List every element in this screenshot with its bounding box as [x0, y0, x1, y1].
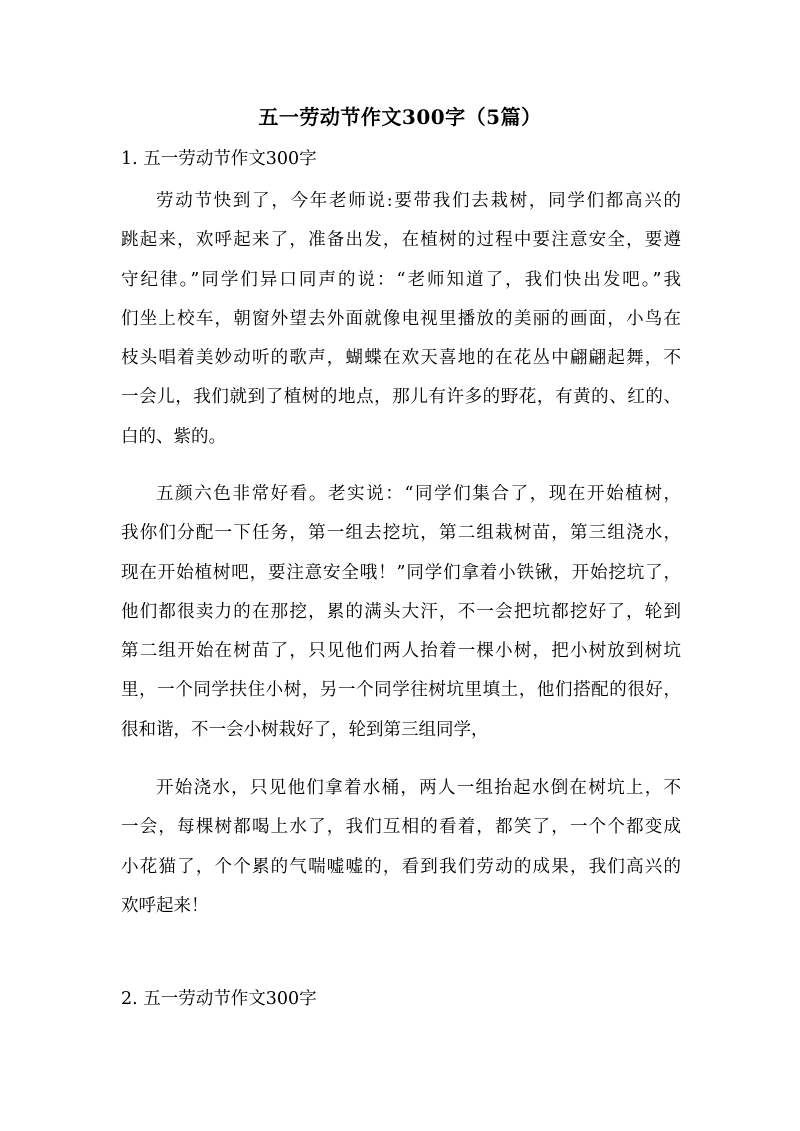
paragraph-line: 一会儿，我们就到了植树的地点，那儿有许多的野花，有黄的、红的、 — [121, 387, 681, 408]
paragraph-line: 他们都很卖力的在那挖，累的满头大汗，不一会把坑都挖好了，轮到 — [121, 601, 681, 622]
paragraph-line: 白的、紫的。 — [121, 426, 226, 447]
paragraph-line: 守纪律。”同学们异口同声的说：“老师知道了，我们快出发吧。”我 — [121, 269, 681, 290]
paragraph-line: 欢呼起来！ — [121, 895, 209, 916]
paragraph-3 — [121, 769, 681, 926]
section-heading-2: 2. 五一劳动节作文300字 — [121, 989, 317, 1009]
paragraph-line: 五颜六色非常好看。老实说：“同学们集合了，现在开始植树， — [156, 484, 681, 504]
paragraph-line: 小花猫了，个个累的气喘嘘嘘的，看到我们劳动的成果，我们高兴的 — [121, 856, 681, 877]
paragraph-1 — [121, 182, 681, 457]
paragraph-line: 劳动节快到了，今年老师说:要带我们去栽树，同学们都高兴的 — [156, 191, 681, 211]
paragraph-line: 枝头唱着美妙动听的歌声，蝴蝶在欢天喜地的在花丛中翩翩起舞，不 — [121, 348, 681, 369]
section-heading-1: 1. 五一劳动节作文300字 — [121, 149, 317, 169]
paragraph-line: 跳起来，欢呼起来了，准备出发，在植树的过程中要注意安全，要遵 — [121, 230, 681, 251]
paragraph-line: 开始浇水，只见他们拿着水桶，两人一组抬起水倒在树坑上，不 — [156, 778, 681, 798]
paragraph-2 — [121, 475, 681, 750]
paragraph-line: 一会，每棵树都喝上水了，我们互相的看着，都笑了，一个个都变成 — [121, 817, 681, 838]
paragraph-line: 们坐上校车，朝窗外望去外面就像电视里播放的美丽的画面，小鸟在 — [121, 308, 681, 329]
paragraph-line: 我你们分配一下任务，第一组去挖坑，第二组栽树苗，第三组浇水， — [121, 523, 681, 544]
document-title: 五一劳动节作文300字（5篇） — [258, 105, 542, 129]
paragraph-line: 现在开始植树吧，要注意安全哦！”同学们拿着小铁锹，开始挖坑了， — [121, 562, 681, 583]
paragraph-line: 里，一个同学扶住小树，另一个同学往树坑里填土，他们搭配的很好， — [121, 680, 681, 701]
paragraph-line: 很和谐，不一会小树栽好了，轮到第三组同学， — [121, 719, 489, 740]
paragraph-line: 第二组开始在树苗了，只见他们两人抬着一棵小树，把小树放到树坑 — [121, 641, 681, 662]
